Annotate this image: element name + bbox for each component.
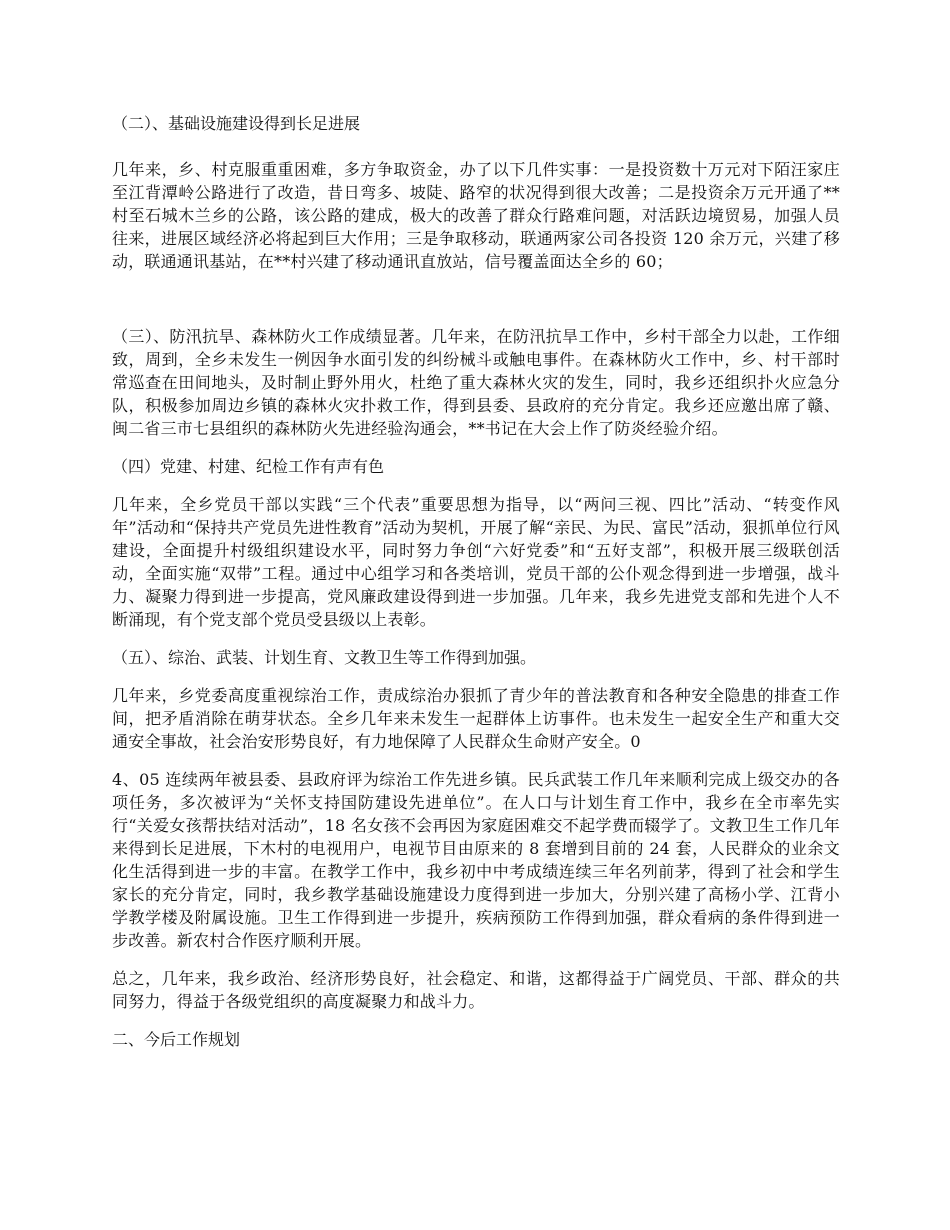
section-heading-infrastructure: （二）、基础设施建设得到长足进展: [112, 114, 361, 133]
paragraph-infrastructure: 几年来，乡、村克服重重困难，多方争取资金，办了以下几件实事：一是投资数十万元对下陌汪家庄至江背潭岭公路进行了改造，昔日弯多、坡陡、路窄的状况得到很大改善；二是投资余万元开通了**村至石城木兰乡的公路，该公路的建成，极大的改善了群众行路难问题，对活跃边境贸易，加强人员往来，进展区域经济必将起到巨大作用；三是争取移动，联通两家公司各投资 120 余万元，兴建了移动，联通通讯基站，在**村兴建了移动通讯直放站，信号覆盖面达全乡的 60；: [112, 160, 840, 271]
section-heading-party-building: （四）党建、村建、纪检工作有声有色: [112, 457, 385, 476]
section-heading-future-plan: 二、今后工作规划: [112, 1030, 241, 1049]
paragraph-summary: 总之，几年来，我乡政治、经济形势良好，社会稳定、和谐，这都得益于广阔党员、干部、群众的共同努力，得益于各级党组织的高度凝聚力和战斗力。: [112, 969, 840, 1011]
paragraph-public-security: 几年来，乡党委高度重视综治工作，责成综治办狠抓了青少年的普法教育和各种安全隐患的排查工作间，把矛盾消除在萌芽状态。全乡几年来未发生一起群体上访事件。也未发生一起安全生产和重大交通安全事故，社会治安形势良好，有力地保障了人民群众生命财产安全。0: [112, 686, 840, 751]
paragraph-achievements-list: 4、05 连续两年被县委、县政府评为综治工作先进乡镇。民兵武装工作几年来顺利完成上级交办的各项任务，多次被评为“关怀支持国防建设先进单位”。在人口与计划生育工作中，我乡在全市率先实行“关爱女孩帮扶结对活动”，18 名女孩不会再因为家庭困难交不起学费而辍学了。文教卫生工作几年来得到长足进展，下木村的电视用户，电视节目由原来的 8 套增到目前的 24 套，人民群众的业余文化生活得到进一步的丰富。在教学工作中，我乡初中中考成绩连续三年名列前茅，得到了社会和学生家长的充分肯定，同时，我乡教学基础设施建设力度得到进一步加大，分别兴建了高杨小学、江背小学教学楼及附属设施。卫生工作得到进一步提升，疾病预防工作得到加强，群众看病的条件得到进一步改善。新农村合作医疗顺利开展。: [112, 770, 840, 950]
paragraph-flood-fire-prevention: （三）、防汛抗旱、森林防火工作成绩显著。几年来，在防汛抗旱工作中，乡村干部全力以赴，工作细致，周到，全乡未发生一例因争水面引发的纠纷械斗或触电事件。在森林防火工作中，乡、村干部时常巡查在田间地头，及时制止野外用火，杜绝了重大森林火灾的发生，同时，我乡还组织扑火应急分队，积极参加周边乡镇的森林火灾扑救工作，得到县委、县政府的充分肯定。我乡还应邀出席了赣、闽二省三市七县组织的森林防火先进经验沟通会，**书记在大会上作了防炎经验介绍。: [112, 327, 840, 438]
document-page: [112, 100, 840, 1051]
section-heading-comprehensive-work: （五）、综治、武装、计划生育、文教卫生等工作得到加强。: [112, 648, 537, 667]
paragraph-party-building: 几年来，全乡党员干部以实践“三个代表”重要思想为指导，以“两问三视、四比”活动、“转变作风年”活动和“保持共产党员先进性教育”活动为契机，开展了解“亲民、为民、富民”活动，狠抓单位行风建设，全面提升村级组织建设水平，同时努力争创“六好党委”和“五好支部”，积极开展三级联创活动，全面实施“双带”工程。通过中心组学习和各类培训，党员干部的公仆观念得到进一步增强，战斗力、凝聚力得到进一步提高，党风廉政建设得到进一步加强。几年来，我乡先进党支部和先进个人不断涌现，有个党支部个党员受县级以上表彰。: [112, 495, 840, 629]
